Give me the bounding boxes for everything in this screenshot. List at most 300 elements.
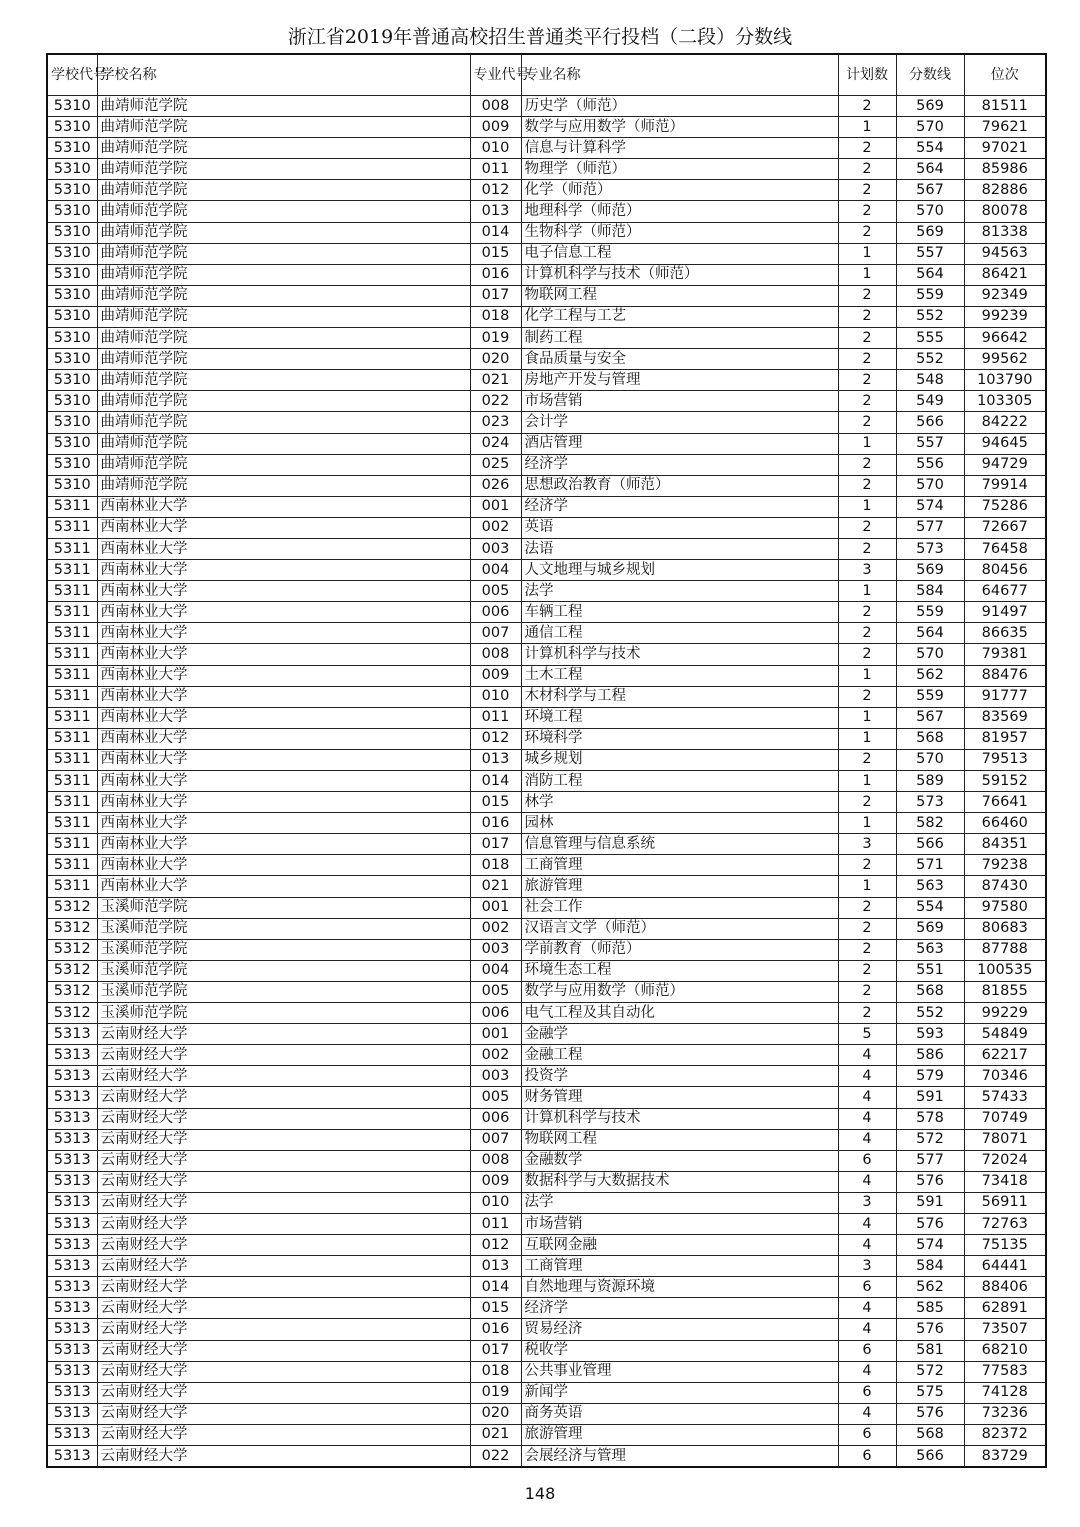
rank-cell: 76458 (964, 538, 1046, 559)
school-code-cell: 5312 (47, 960, 97, 981)
major-code-cell: 004 (470, 960, 521, 981)
school-code-cell: 5311 (47, 813, 97, 834)
score-cell: 578 (896, 1108, 964, 1129)
school-name-cell: 西南林业大学 (97, 728, 470, 749)
plan-cell: 2 (838, 222, 896, 243)
school-code-cell: 5313 (47, 1150, 97, 1171)
score-cell: 562 (896, 665, 964, 686)
major-code-cell: 006 (470, 1003, 521, 1024)
major-name-cell: 经济学 (521, 1298, 838, 1319)
header-plan: 计划数 (838, 54, 896, 96)
plan-cell: 4 (838, 1108, 896, 1129)
plan-cell: 4 (838, 1403, 896, 1424)
rank-cell: 75286 (964, 496, 1046, 517)
school-name-cell: 曲靖师范学院 (97, 264, 470, 285)
major-code-cell: 018 (470, 1361, 521, 1382)
plan-cell: 1 (838, 707, 896, 728)
school-code-cell: 5313 (47, 1045, 97, 1066)
major-code-cell: 010 (470, 138, 521, 159)
major-name-cell: 化学（师范） (521, 180, 838, 201)
plan-cell: 4 (838, 1235, 896, 1256)
score-cell: 551 (896, 960, 964, 981)
table-row (47, 939, 1046, 960)
plan-cell: 2 (838, 412, 896, 433)
major-name-cell: 化学工程与工艺 (521, 306, 838, 327)
score-cell: 569 (896, 918, 964, 939)
table-row (47, 834, 1046, 855)
score-cell: 564 (896, 623, 964, 644)
school-code-cell: 5311 (47, 581, 97, 602)
school-code-cell: 5311 (47, 792, 97, 813)
school-name-cell: 曲靖师范学院 (97, 285, 470, 306)
school-name-cell: 云南财经大学 (97, 1045, 470, 1066)
school-name-cell: 曲靖师范学院 (97, 454, 470, 475)
school-code-cell: 5313 (47, 1403, 97, 1424)
school-name-cell: 云南财经大学 (97, 1235, 470, 1256)
plan-cell: 4 (838, 1045, 896, 1066)
rank-cell: 94563 (964, 243, 1046, 264)
rank-cell: 78071 (964, 1129, 1046, 1150)
major-name-cell: 环境工程 (521, 707, 838, 728)
score-cell: 570 (896, 644, 964, 665)
table-row (47, 1340, 1046, 1361)
major-code-cell: 005 (470, 1087, 521, 1108)
plan-cell: 2 (838, 749, 896, 770)
plan-cell: 4 (838, 1171, 896, 1192)
school-name-cell: 西南林业大学 (97, 813, 470, 834)
rank-cell: 91497 (964, 602, 1046, 623)
school-name-cell: 曲靖师范学院 (97, 391, 470, 412)
major-code-cell: 007 (470, 623, 521, 644)
table-row (47, 1298, 1046, 1319)
plan-cell: 6 (838, 1277, 896, 1298)
rank-cell: 83729 (964, 1446, 1046, 1468)
table-row (47, 855, 1046, 876)
plan-cell: 2 (838, 159, 896, 180)
header-school-name: 学校名称 (97, 54, 470, 96)
major-code-cell: 017 (470, 834, 521, 855)
rank-cell: 68210 (964, 1340, 1046, 1361)
school-name-cell: 云南财经大学 (97, 1087, 470, 1108)
score-cell: 569 (896, 222, 964, 243)
school-code-cell: 5310 (47, 159, 97, 180)
school-code-cell: 5313 (47, 1319, 97, 1340)
plan-cell: 1 (838, 117, 896, 138)
school-name-cell: 曲靖师范学院 (97, 138, 470, 159)
score-cell: 554 (896, 897, 964, 918)
plan-cell: 2 (838, 201, 896, 222)
major-name-cell: 工商管理 (521, 1256, 838, 1277)
plan-cell: 1 (838, 813, 896, 834)
table-row (47, 1424, 1046, 1445)
major-code-cell: 019 (470, 328, 521, 349)
major-code-cell: 014 (470, 222, 521, 243)
school-code-cell: 5310 (47, 391, 97, 412)
major-name-cell: 计算机科学与技术 (521, 644, 838, 665)
major-code-cell: 011 (470, 159, 521, 180)
plan-cell: 1 (838, 876, 896, 897)
table-row (47, 749, 1046, 770)
school-code-cell: 5311 (47, 707, 97, 728)
score-cell: 589 (896, 771, 964, 792)
score-cell: 548 (896, 370, 964, 391)
score-cell: 552 (896, 349, 964, 370)
table-row (47, 517, 1046, 538)
table-row (47, 538, 1046, 559)
school-code-cell: 5312 (47, 897, 97, 918)
school-code-cell: 5310 (47, 349, 97, 370)
rank-cell: 94645 (964, 433, 1046, 454)
table-row (47, 1213, 1046, 1234)
score-cell: 563 (896, 876, 964, 897)
score-cell: 591 (896, 1192, 964, 1213)
school-code-cell: 5313 (47, 1108, 97, 1129)
score-cell: 572 (896, 1361, 964, 1382)
major-name-cell: 金融学 (521, 1024, 838, 1045)
major-code-cell: 002 (470, 1045, 521, 1066)
score-cell: 581 (896, 1340, 964, 1361)
school-code-cell: 5311 (47, 686, 97, 707)
major-name-cell: 土木工程 (521, 665, 838, 686)
major-name-cell: 车辆工程 (521, 602, 838, 623)
major-name-cell: 贸易经济 (521, 1319, 838, 1340)
major-name-cell: 酒店管理 (521, 433, 838, 454)
major-code-cell: 003 (470, 1066, 521, 1087)
major-name-cell: 思想政治教育（师范） (521, 475, 838, 496)
school-name-cell: 云南财经大学 (97, 1340, 470, 1361)
major-name-cell: 消防工程 (521, 771, 838, 792)
plan-cell: 3 (838, 560, 896, 581)
table-row (47, 412, 1046, 433)
major-code-cell: 001 (470, 496, 521, 517)
table-row (47, 665, 1046, 686)
school-code-cell: 5311 (47, 771, 97, 792)
plan-cell: 3 (838, 1256, 896, 1277)
major-code-cell: 017 (470, 285, 521, 306)
school-code-cell: 5311 (47, 517, 97, 538)
school-code-cell: 5313 (47, 1087, 97, 1108)
major-name-cell: 计算机科学与技术 (521, 1108, 838, 1129)
table-row (47, 264, 1046, 285)
score-cell: 579 (896, 1066, 964, 1087)
rank-cell: 79238 (964, 855, 1046, 876)
table-row (47, 1277, 1046, 1298)
header-school-code: 学校代号 (47, 54, 97, 96)
school-code-cell: 5311 (47, 876, 97, 897)
school-name-cell: 云南财经大学 (97, 1256, 470, 1277)
plan-cell: 2 (838, 1003, 896, 1024)
school-code-cell: 5312 (47, 1003, 97, 1024)
score-cell: 564 (896, 159, 964, 180)
school-name-cell: 西南林业大学 (97, 538, 470, 559)
table-row (47, 1319, 1046, 1340)
score-cell: 567 (896, 180, 964, 201)
major-name-cell: 林学 (521, 792, 838, 813)
plan-cell: 3 (838, 1192, 896, 1213)
rank-cell: 75135 (964, 1235, 1046, 1256)
major-code-cell: 025 (470, 454, 521, 475)
plan-cell: 1 (838, 581, 896, 602)
major-name-cell: 人文地理与城乡规划 (521, 560, 838, 581)
table-row (47, 454, 1046, 475)
school-name-cell: 云南财经大学 (97, 1129, 470, 1150)
major-name-cell: 食品质量与安全 (521, 349, 838, 370)
school-code-cell: 5311 (47, 834, 97, 855)
score-cell: 571 (896, 855, 964, 876)
rank-cell: 64441 (964, 1256, 1046, 1277)
major-name-cell: 物理学（师范） (521, 159, 838, 180)
major-name-cell: 信息与计算科学 (521, 138, 838, 159)
rank-cell: 81338 (964, 222, 1046, 243)
rank-cell: 94729 (964, 454, 1046, 475)
rank-cell: 59152 (964, 771, 1046, 792)
table-row (47, 1150, 1046, 1171)
major-name-cell: 木材科学与工程 (521, 686, 838, 707)
rank-cell: 85986 (964, 159, 1046, 180)
rank-cell: 70749 (964, 1108, 1046, 1129)
table-row (47, 222, 1046, 243)
score-cell: 577 (896, 1150, 964, 1171)
table-row (47, 1361, 1046, 1382)
major-code-cell: 011 (470, 1213, 521, 1234)
major-name-cell: 旅游管理 (521, 1424, 838, 1445)
rank-cell: 92349 (964, 285, 1046, 306)
rank-cell: 76641 (964, 792, 1046, 813)
rank-cell: 87788 (964, 939, 1046, 960)
table-row (47, 1024, 1046, 1045)
school-name-cell: 曲靖师范学院 (97, 328, 470, 349)
rank-cell: 80078 (964, 201, 1046, 222)
admission-score-table (46, 53, 1047, 1468)
school-code-cell: 5312 (47, 939, 97, 960)
major-name-cell: 英语 (521, 517, 838, 538)
school-name-cell: 云南财经大学 (97, 1108, 470, 1129)
school-code-cell: 5311 (47, 749, 97, 770)
major-name-cell: 财务管理 (521, 1087, 838, 1108)
plan-cell: 2 (838, 180, 896, 201)
plan-cell: 2 (838, 306, 896, 327)
rank-cell: 57433 (964, 1087, 1046, 1108)
score-cell: 566 (896, 1446, 964, 1468)
school-code-cell: 5312 (47, 981, 97, 1002)
major-code-cell: 006 (470, 602, 521, 623)
table-row (47, 602, 1046, 623)
score-cell: 577 (896, 517, 964, 538)
plan-cell: 5 (838, 1024, 896, 1045)
table-row (47, 1382, 1046, 1403)
major-code-cell: 018 (470, 855, 521, 876)
major-name-cell: 城乡规划 (521, 749, 838, 770)
major-name-cell: 电子信息工程 (521, 243, 838, 264)
table-row (47, 686, 1046, 707)
major-code-cell: 026 (470, 475, 521, 496)
plan-cell: 2 (838, 981, 896, 1002)
major-name-cell: 房地产开发与管理 (521, 370, 838, 391)
rank-cell: 70346 (964, 1066, 1046, 1087)
school-name-cell: 西南林业大学 (97, 496, 470, 517)
table-row (47, 771, 1046, 792)
table-row (47, 792, 1046, 813)
school-name-cell: 西南林业大学 (97, 876, 470, 897)
table-row (47, 1045, 1046, 1066)
school-name-cell: 玉溪师范学院 (97, 897, 470, 918)
school-name-cell: 曲靖师范学院 (97, 475, 470, 496)
major-name-cell: 通信工程 (521, 623, 838, 644)
school-code-cell: 5310 (47, 370, 97, 391)
plan-cell: 6 (838, 1446, 896, 1468)
major-code-cell: 008 (470, 96, 521, 117)
major-name-cell: 商务英语 (521, 1403, 838, 1424)
table-row (47, 285, 1046, 306)
table-row (47, 813, 1046, 834)
rank-cell: 97021 (964, 138, 1046, 159)
score-cell: 564 (896, 264, 964, 285)
major-name-cell: 制药工程 (521, 328, 838, 349)
major-name-cell: 环境生态工程 (521, 960, 838, 981)
major-name-cell: 学前教育（师范） (521, 939, 838, 960)
rank-cell: 91777 (964, 686, 1046, 707)
plan-cell: 2 (838, 855, 896, 876)
plan-cell: 6 (838, 1382, 896, 1403)
score-cell: 552 (896, 1003, 964, 1024)
school-name-cell: 云南财经大学 (97, 1446, 470, 1468)
score-cell: 552 (896, 306, 964, 327)
table-row (47, 581, 1046, 602)
rank-cell: 87430 (964, 876, 1046, 897)
major-name-cell: 物联网工程 (521, 285, 838, 306)
major-code-cell: 012 (470, 180, 521, 201)
school-name-cell: 云南财经大学 (97, 1361, 470, 1382)
plan-cell: 4 (838, 1213, 896, 1234)
school-code-cell: 5313 (47, 1235, 97, 1256)
score-cell: 563 (896, 939, 964, 960)
major-name-cell: 旅游管理 (521, 876, 838, 897)
school-code-cell: 5310 (47, 222, 97, 243)
table-row (47, 960, 1046, 981)
plan-cell: 6 (838, 1150, 896, 1171)
major-code-cell: 021 (470, 370, 521, 391)
rank-cell: 79381 (964, 644, 1046, 665)
major-code-cell: 015 (470, 1298, 521, 1319)
header-major-name: 专业名称 (521, 54, 838, 96)
score-cell: 591 (896, 1087, 964, 1108)
major-code-cell: 009 (470, 665, 521, 686)
major-code-cell: 008 (470, 1150, 521, 1171)
major-code-cell: 001 (470, 1024, 521, 1045)
major-name-cell: 数据科学与大数据技术 (521, 1171, 838, 1192)
rank-cell: 103790 (964, 370, 1046, 391)
school-code-cell: 5310 (47, 412, 97, 433)
school-code-cell: 5311 (47, 665, 97, 686)
plan-cell: 4 (838, 1066, 896, 1087)
score-cell: 570 (896, 475, 964, 496)
table-row (47, 349, 1046, 370)
table-row (47, 623, 1046, 644)
rank-cell: 81511 (964, 96, 1046, 117)
major-name-cell: 法语 (521, 538, 838, 559)
school-code-cell: 5311 (47, 538, 97, 559)
rank-cell: 54849 (964, 1024, 1046, 1045)
score-cell: 593 (896, 1024, 964, 1045)
school-code-cell: 5312 (47, 918, 97, 939)
major-name-cell: 公共事业管理 (521, 1361, 838, 1382)
major-name-cell: 园林 (521, 813, 838, 834)
school-name-cell: 曲靖师范学院 (97, 306, 470, 327)
major-code-cell: 021 (470, 1424, 521, 1445)
plan-cell: 2 (838, 918, 896, 939)
table-row (47, 243, 1046, 264)
score-cell: 559 (896, 285, 964, 306)
school-code-cell: 5310 (47, 243, 97, 264)
header-rank: 位次 (964, 54, 1046, 96)
school-code-cell: 5310 (47, 264, 97, 285)
major-code-cell: 021 (470, 876, 521, 897)
school-name-cell: 西南林业大学 (97, 517, 470, 538)
school-name-cell: 云南财经大学 (97, 1403, 470, 1424)
page-number: 148 (524, 1484, 556, 1503)
school-code-cell: 5310 (47, 117, 97, 138)
major-code-cell: 013 (470, 749, 521, 770)
school-name-cell: 玉溪师范学院 (97, 1003, 470, 1024)
table-row (47, 1192, 1046, 1213)
rank-cell: 82886 (964, 180, 1046, 201)
major-code-cell: 018 (470, 306, 521, 327)
major-code-cell: 006 (470, 1108, 521, 1129)
major-name-cell: 会展经济与管理 (521, 1446, 838, 1468)
score-cell: 585 (896, 1298, 964, 1319)
major-code-cell: 016 (470, 813, 521, 834)
school-name-cell: 西南林业大学 (97, 560, 470, 581)
plan-cell: 1 (838, 496, 896, 517)
major-code-cell: 004 (470, 560, 521, 581)
major-name-cell: 生物科学（师范） (521, 222, 838, 243)
major-name-cell: 环境科学 (521, 728, 838, 749)
school-name-cell: 西南林业大学 (97, 855, 470, 876)
major-name-cell: 电气工程及其自动化 (521, 1003, 838, 1024)
school-name-cell: 云南财经大学 (97, 1298, 470, 1319)
school-name-cell: 西南林业大学 (97, 644, 470, 665)
school-code-cell: 5310 (47, 475, 97, 496)
rank-cell: 82372 (964, 1424, 1046, 1445)
score-cell: 567 (896, 707, 964, 728)
score-cell: 566 (896, 412, 964, 433)
school-name-cell: 西南林业大学 (97, 834, 470, 855)
school-code-cell: 5313 (47, 1361, 97, 1382)
rank-cell: 66460 (964, 813, 1046, 834)
score-cell: 557 (896, 243, 964, 264)
table-row (47, 1129, 1046, 1150)
major-code-cell: 007 (470, 1129, 521, 1150)
table-row (47, 159, 1046, 180)
school-code-cell: 5310 (47, 201, 97, 222)
school-name-cell: 西南林业大学 (97, 749, 470, 770)
major-code-cell: 012 (470, 728, 521, 749)
rank-cell: 79513 (964, 749, 1046, 770)
score-cell: 569 (896, 96, 964, 117)
table-row (47, 1235, 1046, 1256)
table-row (47, 1403, 1046, 1424)
major-name-cell: 物联网工程 (521, 1129, 838, 1150)
school-code-cell: 5310 (47, 433, 97, 454)
plan-cell: 2 (838, 602, 896, 623)
major-name-cell: 金融数学 (521, 1150, 838, 1171)
major-name-cell: 金融工程 (521, 1045, 838, 1066)
major-name-cell: 数学与应用数学（师范） (521, 117, 838, 138)
rank-cell: 99239 (964, 306, 1046, 327)
school-name-cell: 西南林业大学 (97, 771, 470, 792)
major-code-cell: 017 (470, 1340, 521, 1361)
score-cell: 556 (896, 454, 964, 475)
